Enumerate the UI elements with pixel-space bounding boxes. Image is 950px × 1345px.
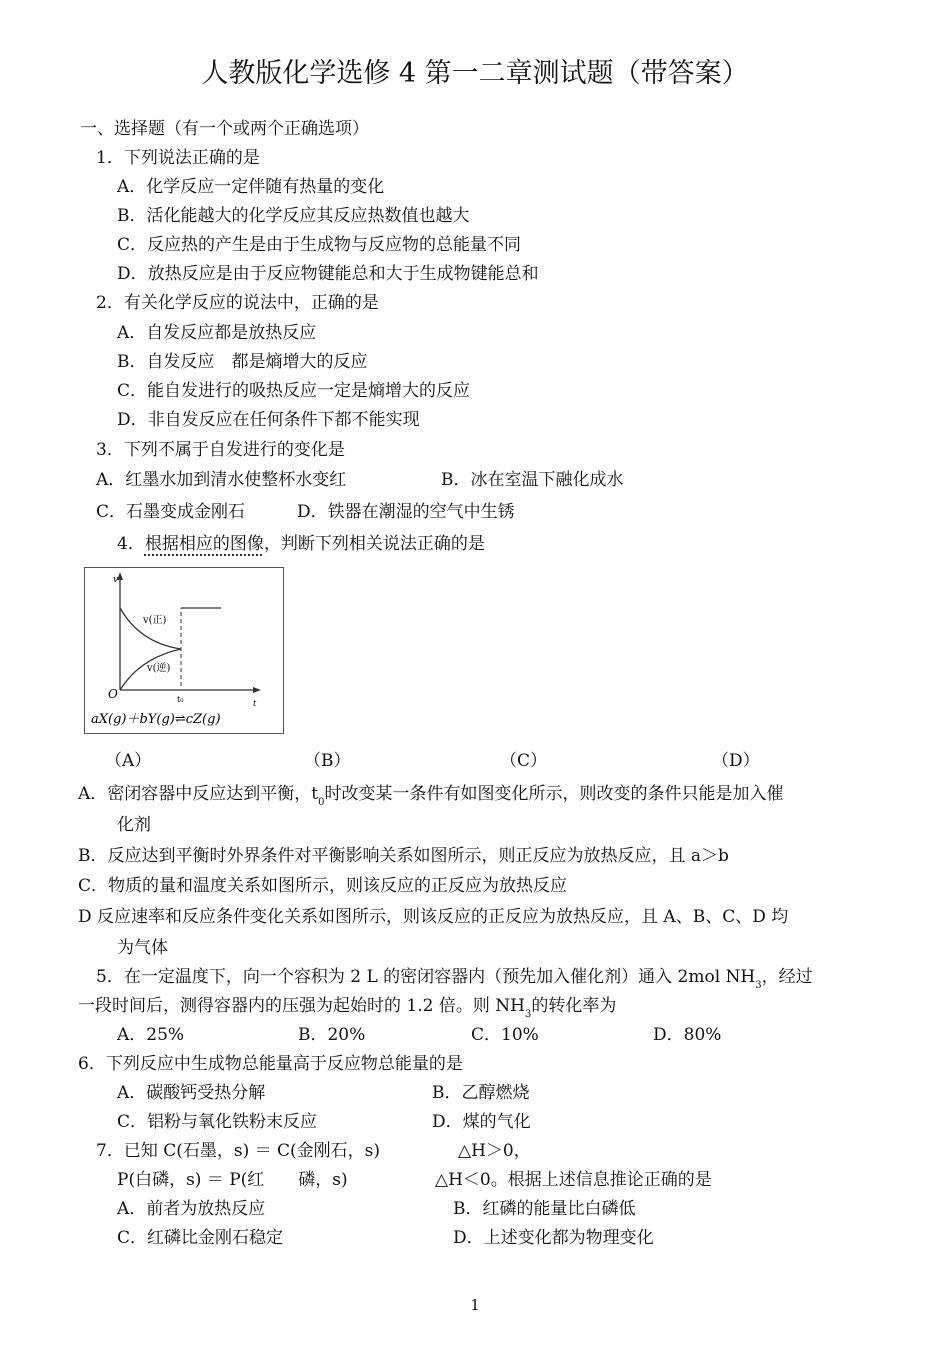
q7-option-a: A．前者为放热反应 <box>117 1199 266 1219</box>
q4-stem <box>117 533 485 555</box>
q2-option-c: C．能自发进行的吸热反应一定是熵增大的反应 <box>117 381 471 401</box>
q4-option-d: D 反应速率和反应条件变化关系如图所示，则该反应的正反应为放热反应，且 A、B、C、D 均 <box>78 907 789 927</box>
q5-stem-line1 <box>96 966 813 991</box>
figure-label-d: （D） <box>712 751 760 771</box>
q4-option-a <box>78 783 783 808</box>
q5-option-a: A．25% <box>117 1025 185 1045</box>
graph-svg <box>85 568 283 733</box>
q5-stem-line2-subscript: 3 <box>524 1009 532 1020</box>
q4-option-b: B．反应达到平衡时外界条件对平衡影响关系如图所示，则正反应为放热反应，且 a＞b <box>78 846 729 866</box>
q5-stem-line2 <box>78 995 616 1020</box>
q4-option-c: C．物质的量和温度关系如图所示，则该反应的正反应为放热反应 <box>78 876 568 896</box>
x-axis-label: t <box>253 699 257 708</box>
q7-option-c: C．红磷比金刚石稳定 <box>117 1228 284 1248</box>
q7-option-d: D．上述变化都为物理变化 <box>453 1228 654 1248</box>
q5-option-b: B．20% <box>298 1025 366 1045</box>
reverse-rate-label: v(逆) <box>147 663 171 674</box>
q4-option-a-continued: 化剂 <box>117 815 151 835</box>
q4-stem-emphasis: 根据相应的图像 <box>144 534 264 554</box>
q7-option-b: B．红磷的能量比白磷低 <box>453 1199 636 1219</box>
q6-option-b: B．乙醇燃烧 <box>432 1083 530 1103</box>
x-axis-arrow <box>253 687 261 693</box>
y-axis-label: v <box>113 575 119 585</box>
q2-option-b: B．自发反应 都是熵增大的反应 <box>117 352 368 372</box>
q4-stem-number: 4． <box>117 534 145 554</box>
q1-option-a: A．化学反应一定伴随有热量的变化 <box>117 177 385 197</box>
t0-label: t₀ <box>177 695 184 704</box>
q4-option-d-continued: 为气体 <box>117 938 168 958</box>
figure-label-b: （B） <box>304 751 351 771</box>
q5-option-c: C．10% <box>471 1025 539 1045</box>
q7-line2-equation: P(白磷，s) ＝ P(红 磷，s) <box>117 1170 348 1190</box>
figure-label-c: （C） <box>500 751 548 771</box>
origin-label: O <box>108 687 118 701</box>
q5-stem-line1-text: 5．在一定温度下，向一个容积为 2 L 的密闭容器内（预先加入催化剂）通入 2mol NH <box>96 967 756 987</box>
page-number: 1 <box>470 1296 480 1314</box>
q2-option-d: D．非自发反应在任何条件下都不能实现 <box>117 410 420 430</box>
q3-option-b: B．冰在室温下融化成水 <box>441 470 624 490</box>
q5-stem-line1-rest: ，经过 <box>761 967 813 987</box>
velocity-time-graph <box>84 567 284 734</box>
q1-option-d: D．放热反应是由于反应物键能总和大于生成物键能总和 <box>117 264 539 284</box>
q7-line2-enthalpy: △H＜0。根据上述信息推论正确的是 <box>435 1170 712 1190</box>
reaction-equation: aX(g)＋bY(g)⇌cZ(g) <box>91 712 221 727</box>
q4-stem-rest: ，判断下列相关说法正确的是 <box>263 534 485 554</box>
document-title: 人教版化学选修 4 第一二章测试题（带答案） <box>201 58 749 89</box>
q3-option-a: A．红墨水加到清水使整杯水变红 <box>96 470 347 490</box>
q2-stem: 2．有关化学反应的说法中，正确的是 <box>96 293 379 313</box>
q7-line1-equation: 7．已知 C(石墨，s) ＝ C(金刚石，s) <box>96 1141 381 1161</box>
q1-option-b: B．活化能越大的化学反应其反应热数值也越大 <box>117 206 470 226</box>
q4-option-a-text: A．密闭容器中反应达到平衡，t <box>78 784 319 804</box>
q4-option-a-subscript: 0 <box>318 797 325 808</box>
q1-option-c: C．反应热的产生是由于生成物与反应物的总能量不同 <box>117 235 522 255</box>
q6-option-c: C．铝粉与氧化铁粉末反应 <box>117 1112 318 1132</box>
q4-option-a-text-rest: 时改变某一条件有如图变化所示，则改变的条件只能是加入催 <box>324 784 784 804</box>
q5-option-d: D．80% <box>653 1025 722 1045</box>
section-heading: 一、选择题（有一个或两个正确选项） <box>80 119 369 139</box>
q5-stem-line1-subscript: 3 <box>755 980 762 991</box>
figure-label-a: （A） <box>105 751 152 771</box>
q6-option-a: A．碳酸钙受热分解 <box>117 1083 266 1103</box>
q6-option-d: D．煤的气化 <box>432 1112 531 1132</box>
q3-stem: 3．下列不属于自发进行的变化是 <box>96 440 345 460</box>
q3-option-d: D．铁器在潮湿的空气中生锈 <box>297 502 515 522</box>
q3-option-c: C．石墨变成金刚石 <box>96 502 246 522</box>
q5-stem-line2-text: 一段时间后，测得容器内的压强为起始时的 1.2 倍。则 NH <box>78 996 525 1016</box>
q7-line1-enthalpy: △H＞0， <box>458 1141 531 1161</box>
q1-stem: 1．下列说法正确的是 <box>96 148 260 168</box>
q5-stem-line2-rest: 的转化率为 <box>531 996 617 1016</box>
q6-stem: 6．下列反应中生成物总能量高于反应物总能量的是 <box>78 1054 463 1074</box>
forward-rate-label: v(正) <box>143 615 167 626</box>
q2-option-a: A．自发反应都是放热反应 <box>117 323 317 343</box>
